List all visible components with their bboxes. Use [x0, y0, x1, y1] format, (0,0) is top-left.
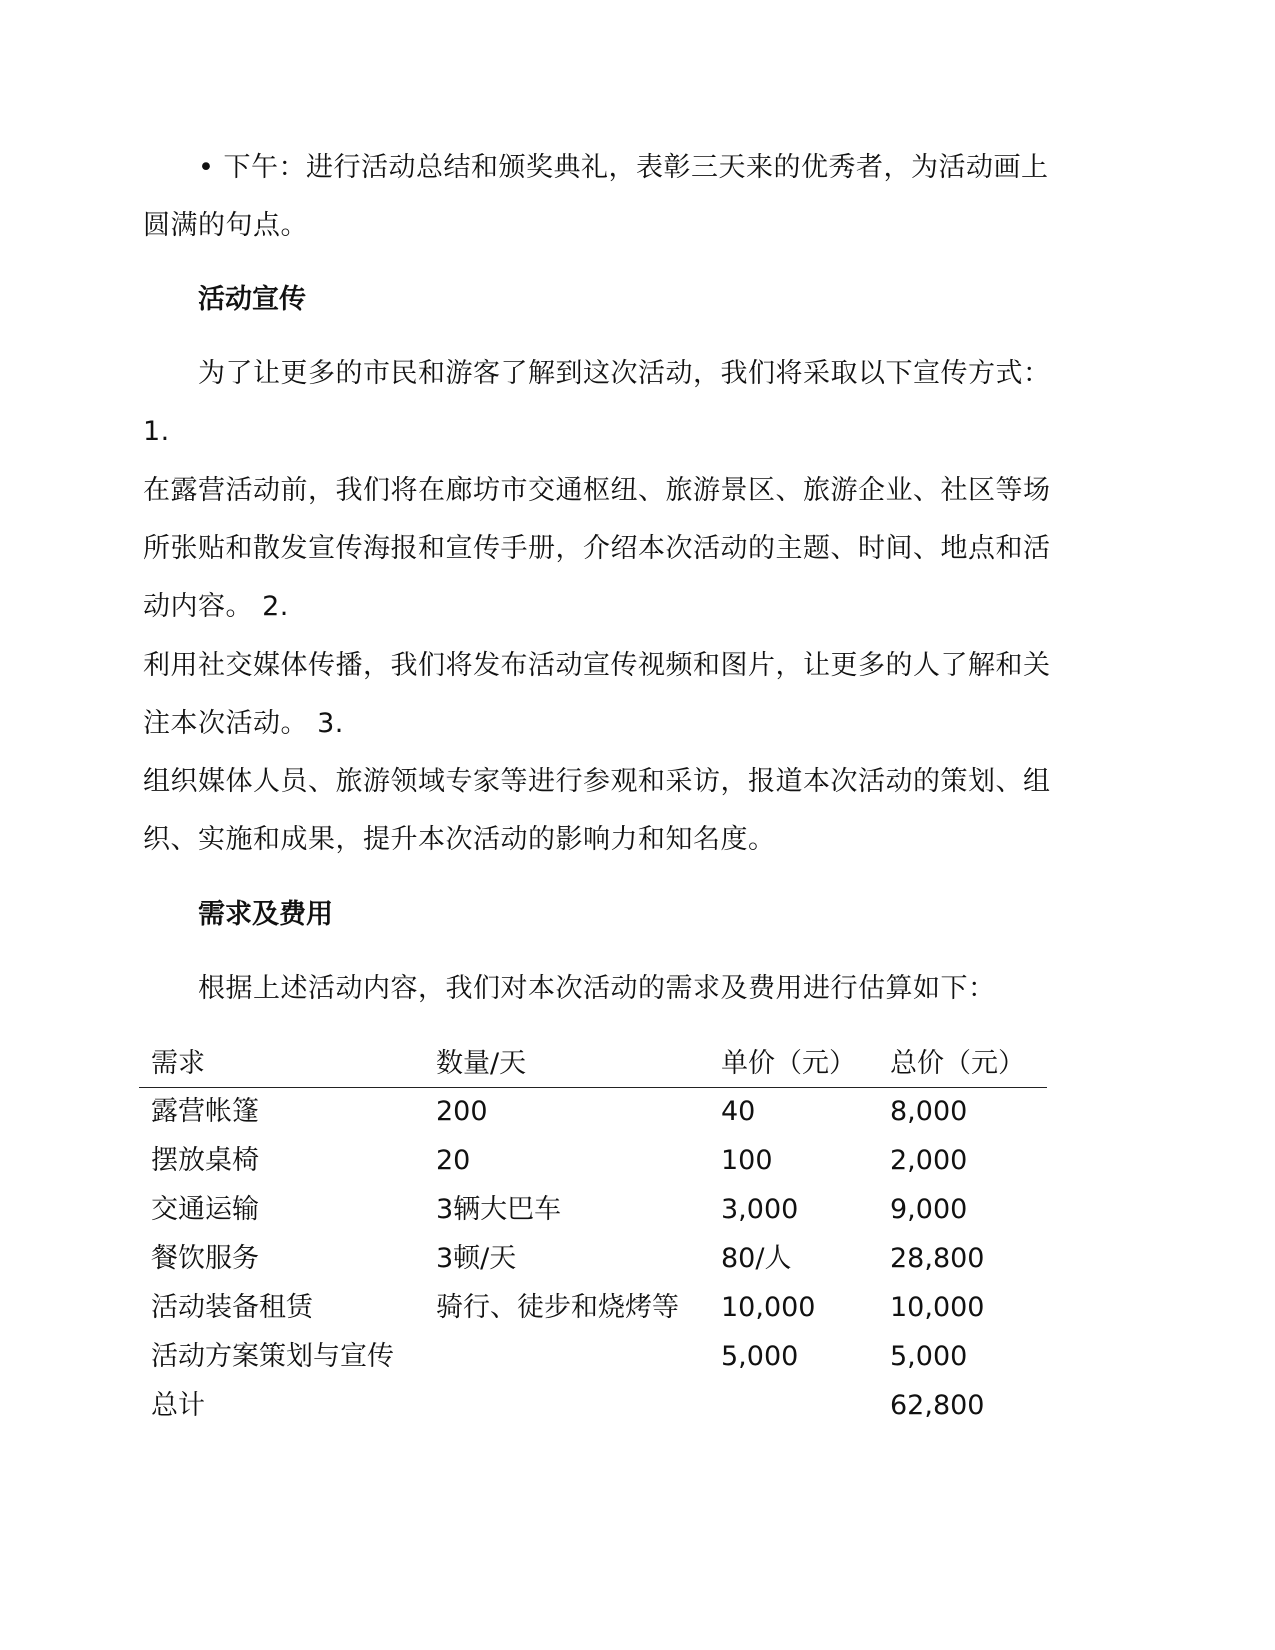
paragraph-promo-item1-line3: 动内容。 2. [143, 591, 289, 622]
table-cell: 3顿/天 [436, 1243, 517, 1274]
table-header-cell: 总价（元） [890, 1048, 1025, 1079]
table-cell: 骑行、徒步和烧烤等 [436, 1292, 679, 1323]
paragraph-promo-item1-line2: 所张贴和散发宣传海报和宣传手册，介绍本次活动的主题、时间、地点和活 [143, 533, 1051, 564]
table-cell: 5,000 [890, 1341, 968, 1372]
table-cell: 2,000 [890, 1145, 968, 1176]
table-cell: 餐饮服务 [151, 1243, 259, 1274]
table-cell: 28,800 [890, 1243, 985, 1274]
table-header-cell: 数量/天 [436, 1048, 527, 1079]
paragraph-promo-intro: 为了让更多的市民和游客了解到这次活动，我们将采取以下宣传方式： [198, 358, 1051, 389]
cost-table [139, 1040, 1047, 1431]
table-cell: 20 [436, 1145, 471, 1176]
table-cell: 交通运输 [151, 1194, 259, 1225]
table-cell: 10,000 [721, 1292, 816, 1323]
table-cell: 100 [721, 1145, 773, 1176]
paragraph-promo-item3-line2: 织、实施和成果，提升本次活动的影响力和知名度。 [143, 824, 776, 855]
paragraph-cost-intro: 根据上述活动内容，我们对本次活动的需求及费用进行估算如下： [198, 973, 996, 1004]
table-cell: 80/人 [721, 1243, 792, 1274]
paragraph-promo-item3-line1: 组织媒体人员、旅游领域专家等进行参观和采访，报道本次活动的策划、组 [143, 766, 1051, 797]
table-cell: 露营帐篷 [151, 1096, 259, 1127]
table-row [139, 1137, 1047, 1186]
section-heading-costs: 需求及费用 [198, 899, 333, 930]
paragraph-afternoon-line2: 圆满的句点。 [143, 210, 308, 241]
table-cell: 活动方案策划与宣传 [151, 1341, 394, 1372]
table-cell: 活动装备租赁 [151, 1292, 313, 1323]
table-total-row [139, 1382, 1047, 1431]
paragraph-afternoon-line1: • 下午：进行活动总结和颁奖典礼，表彰三天来的优秀者，为活动画上 [198, 152, 1049, 183]
table-cell: 摆放桌椅 [151, 1145, 259, 1176]
list-number-1: 1. [143, 416, 170, 447]
table-cell: 40 [721, 1096, 756, 1127]
table-cell: 200 [436, 1096, 488, 1127]
table-row [139, 1088, 1047, 1137]
table-cell: 10,000 [890, 1292, 985, 1323]
table-cell: 3,000 [721, 1194, 799, 1225]
section-heading-promotion: 活动宣传 [198, 284, 306, 315]
paragraph-promo-item2-line1: 利用社交媒体传播，我们将发布活动宣传视频和图片，让更多的人了解和关 [143, 650, 1051, 681]
table-cell: 总计 [151, 1390, 205, 1421]
table-row [139, 1186, 1047, 1235]
paragraph-promo-item1-line1: 在露营活动前，我们将在廊坊市交通枢纽、旅游景区、旅游企业、社区等场 [143, 475, 1051, 506]
table-cell: 62,800 [890, 1390, 985, 1421]
table-header-cell: 需求 [151, 1048, 205, 1079]
table-cell: 3辆大巴车 [436, 1194, 562, 1225]
table-header-cell: 单价（元） [721, 1048, 856, 1079]
table-row [139, 1284, 1047, 1333]
table-cell: 5,000 [721, 1341, 799, 1372]
table-row [139, 1333, 1047, 1382]
table-cell: 8,000 [890, 1096, 968, 1127]
paragraph-promo-item2-line2: 注本次活动。 3. [143, 708, 344, 739]
table-header-row [139, 1040, 1047, 1088]
table-cell: 9,000 [890, 1194, 968, 1225]
table-row [139, 1235, 1047, 1284]
